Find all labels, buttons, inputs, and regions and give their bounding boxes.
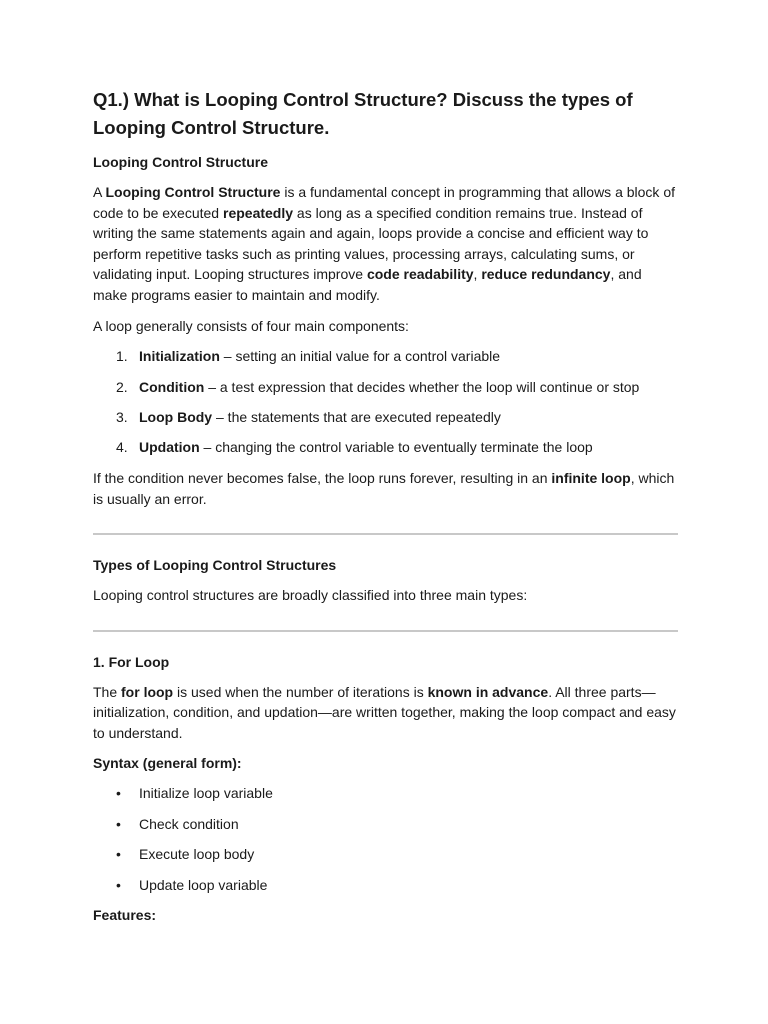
components-list	[93, 346, 678, 458]
document-page	[93, 86, 678, 935]
intro-text-5: , and make programs easier to maintain and modify.	[93, 266, 642, 303]
list-desc: – a test expression that decides whether the loop will continue or stop	[204, 378, 640, 395]
bullet: •	[116, 876, 121, 893]
infinite-loop-paragraph	[93, 468, 678, 509]
list-item	[93, 346, 678, 367]
infinite-text-2: , which is usually an error.	[93, 469, 675, 507]
infinite-bold: infinite loop	[551, 469, 631, 486]
list-item	[93, 875, 678, 896]
intro-text-1: A	[93, 184, 106, 200]
list-text: Check condition	[139, 815, 239, 832]
intro-text-2: is a fundamental concept in programming that allows a block of code to be executed	[93, 184, 675, 221]
intro-bold-4: reduce redundancy	[481, 266, 611, 283]
syntax-heading: Syntax (general form):	[93, 755, 242, 772]
list-item	[93, 377, 678, 398]
intro-paragraph	[93, 182, 678, 306]
types-paragraph: Looping control structures are broadly classified into three main types:	[93, 587, 528, 604]
list-number: 1.	[116, 348, 128, 365]
list-term: Loop Body	[139, 408, 213, 425]
section-heading-looping-control-structure: Looping Control Structure	[93, 154, 268, 170]
intro-text-3: as long as a specified condition remains true. Instead of writing the same statements again and again, loops provide a concise and efficient way to perform repetitive tasks such as printing values, processing arrays, calculating sums, or validating input. Looping structures improve	[93, 204, 649, 283]
intro-text-4: ,	[473, 266, 482, 283]
list-item	[93, 814, 678, 835]
for-text-2: is used when the number of iterations is	[173, 683, 428, 700]
list-item	[93, 437, 678, 458]
for-bold-1: for loop	[121, 683, 174, 700]
list-term: Condition	[139, 378, 205, 395]
features-heading: Features:	[93, 907, 157, 924]
list-text: Execute loop body	[139, 846, 255, 863]
list-item	[93, 783, 678, 804]
list-item	[93, 407, 678, 428]
for-text-3: . All three parts—initialization, condition, and updation—are written together, making the loop compact and easy to understand.	[93, 683, 676, 741]
section-heading-types: Types of Looping Control Structures	[93, 557, 337, 574]
list-number: 4.	[116, 439, 128, 456]
intro-bold-2: repeatedly	[223, 204, 294, 221]
infinite-text-1: If the condition never becomes false, the loop runs forever, resulting in an	[93, 469, 552, 486]
components-intro: A loop generally consists of four main components:	[93, 317, 409, 334]
list-item	[93, 844, 678, 865]
list-text: Initialize loop variable	[139, 785, 273, 802]
list-text: Update loop variable	[139, 876, 268, 893]
bullet: •	[116, 846, 121, 863]
syntax-list	[93, 783, 678, 895]
bullet: •	[116, 815, 121, 832]
bullet: •	[116, 785, 121, 802]
intro-bold-1: Looping Control Structure	[105, 184, 281, 200]
for-bold-2: known in advance	[427, 683, 549, 700]
divider	[93, 533, 678, 535]
section-heading-for-loop: 1. For Loop	[93, 653, 170, 670]
list-number: 2.	[116, 378, 128, 395]
intro-bold-3: code readability	[366, 266, 474, 283]
list-number: 3.	[116, 408, 128, 425]
list-term: Initialization	[139, 348, 220, 365]
for-text-1: The	[93, 683, 122, 700]
divider	[93, 630, 678, 632]
list-desc: – setting an initial value for a control variable	[219, 348, 501, 365]
list-desc: – the statements that are executed repeatedly	[212, 408, 501, 425]
question-title: Q1.) What is Looping Control Structure? Discuss the types of Looping Control Structure.	[93, 89, 633, 138]
for-loop-paragraph	[93, 682, 678, 744]
list-term: Updation	[139, 439, 200, 456]
list-desc: – changing the control variable to eventually terminate the loop	[199, 439, 593, 456]
